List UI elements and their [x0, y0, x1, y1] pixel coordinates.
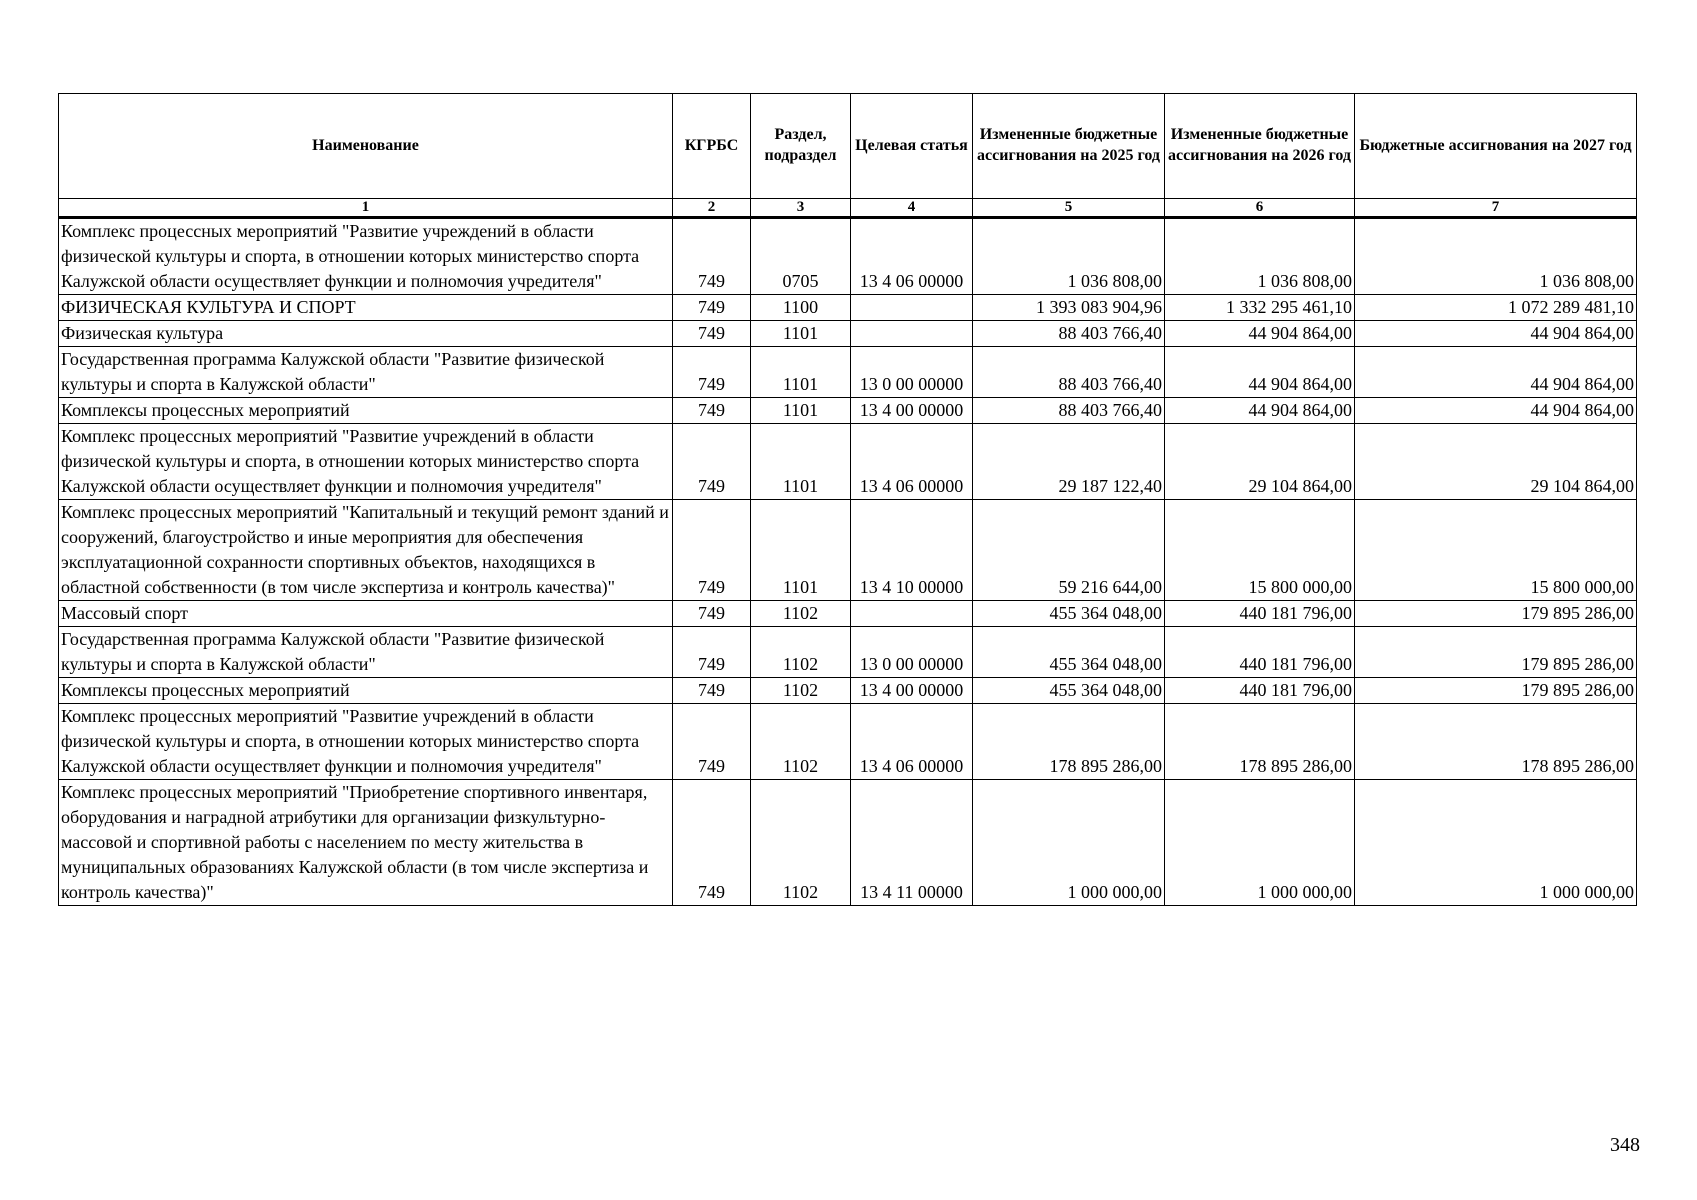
- row-amount-2026: 440 181 796,00: [1165, 627, 1355, 678]
- row-celevaya: 13 4 06 00000: [851, 218, 973, 295]
- row-kgrbs: 749: [673, 218, 751, 295]
- row-amount-2027: 44 904 864,00: [1355, 398, 1637, 424]
- row-name: Комплексы процессных мероприятий: [59, 398, 673, 424]
- header-kgrbs: КГРБС: [673, 94, 751, 199]
- row-celevaya: 13 0 00 00000: [851, 347, 973, 398]
- column-number: 2: [673, 199, 751, 218]
- row-amount-2027: 44 904 864,00: [1355, 321, 1637, 347]
- column-number: 6: [1165, 199, 1355, 218]
- row-amount-2025: 455 364 048,00: [973, 601, 1165, 627]
- row-name: Государственная программа Калужской области "Развитие физической культуры и спорта в Калужской области": [59, 627, 673, 678]
- row-amount-2026: 440 181 796,00: [1165, 601, 1355, 627]
- row-name: Комплекс процессных мероприятий "Капитальный и текущий ремонт зданий и сооружений, благоустройство и иные мероприятия для обеспечения эксплуатационной сохранности спортивных объектов, находящихся в областной собственности (в том числе экспертиза и контроль качества)": [59, 500, 673, 601]
- table-row: [59, 295, 1637, 321]
- row-amount-2027: 179 895 286,00: [1355, 678, 1637, 704]
- row-amount-2025: 1 393 083 904,96: [973, 295, 1165, 321]
- table-row: [59, 424, 1637, 500]
- row-name: Государственная программа Калужской области "Развитие физической культуры и спорта в Калужской области": [59, 347, 673, 398]
- row-razdel: 1102: [751, 601, 851, 627]
- header-2026: Измененные бюджетные ассигнования на 2026 год: [1165, 94, 1355, 199]
- row-kgrbs: 749: [673, 704, 751, 780]
- row-celevaya: 13 4 06 00000: [851, 704, 973, 780]
- table-row: [59, 500, 1637, 601]
- table-row: [59, 627, 1637, 678]
- table-row: [59, 704, 1637, 780]
- row-razdel: 1101: [751, 500, 851, 601]
- budget-table: [58, 93, 1637, 906]
- row-celevaya: 13 0 00 00000: [851, 627, 973, 678]
- row-kgrbs: 749: [673, 398, 751, 424]
- table-body: [59, 218, 1637, 906]
- row-razdel: 1101: [751, 424, 851, 500]
- row-amount-2026: 44 904 864,00: [1165, 398, 1355, 424]
- table-row: [59, 780, 1637, 906]
- page-number: 348: [1610, 1134, 1640, 1156]
- row-name: ФИЗИЧЕСКАЯ КУЛЬТУРА И СПОРТ: [59, 295, 673, 321]
- row-amount-2027: 1 036 808,00: [1355, 218, 1637, 295]
- row-celevaya: 13 4 00 00000: [851, 398, 973, 424]
- row-amount-2025: 88 403 766,40: [973, 347, 1165, 398]
- table-row: [59, 601, 1637, 627]
- column-number: 4: [851, 199, 973, 218]
- row-amount-2026: 15 800 000,00: [1165, 500, 1355, 601]
- row-amount-2025: 59 216 644,00: [973, 500, 1165, 601]
- row-celevaya: [851, 601, 973, 627]
- row-name: Комплекс процессных мероприятий "Развитие учреждений в области физической культуры и спорта, в отношении которых министерство спорта Калужской области осуществляет функции и полномочия учредителя": [59, 424, 673, 500]
- row-name: Комплекс процессных мероприятий "Развитие учреждений в области физической культуры и спорта, в отношении которых министерство спорта Калужской области осуществляет функции и полномочия учредителя": [59, 704, 673, 780]
- row-kgrbs: 749: [673, 295, 751, 321]
- row-name: Комплекс процессных мероприятий "Приобретение спортивного инвентаря, оборудования и наградной атрибутики для организации физкультурно-массовой и спортивной работы с населением по месту жительства в муниципальных образованиях Калужской области (в том числе экспертиза и контроль качества)": [59, 780, 673, 906]
- row-kgrbs: 749: [673, 347, 751, 398]
- table-row: [59, 218, 1637, 295]
- row-celevaya: 13 4 11 00000: [851, 780, 973, 906]
- row-amount-2025: 455 364 048,00: [973, 627, 1165, 678]
- row-kgrbs: 749: [673, 321, 751, 347]
- row-amount-2027: 1 072 289 481,10: [1355, 295, 1637, 321]
- header-2025: Измененные бюджетные ассигнования на 2025 год: [973, 94, 1165, 199]
- row-amount-2025: 455 364 048,00: [973, 678, 1165, 704]
- table-row: [59, 678, 1637, 704]
- row-amount-2027: 179 895 286,00: [1355, 627, 1637, 678]
- row-amount-2027: 15 800 000,00: [1355, 500, 1637, 601]
- row-razdel: 1101: [751, 321, 851, 347]
- row-amount-2027: 178 895 286,00: [1355, 704, 1637, 780]
- row-amount-2026: 1 332 295 461,10: [1165, 295, 1355, 321]
- column-number: 1: [59, 199, 673, 218]
- row-kgrbs: 749: [673, 424, 751, 500]
- row-name: Массовый спорт: [59, 601, 673, 627]
- row-amount-2026: 44 904 864,00: [1165, 321, 1355, 347]
- row-amount-2027: 179 895 286,00: [1355, 601, 1637, 627]
- row-kgrbs: 749: [673, 678, 751, 704]
- row-kgrbs: 749: [673, 601, 751, 627]
- row-razdel: 1102: [751, 678, 851, 704]
- header-name: Наименование: [59, 94, 673, 199]
- row-celevaya: [851, 295, 973, 321]
- row-name: Комплекс процессных мероприятий "Развитие учреждений в области физической культуры и спорта, в отношении которых министерство спорта Калужской области осуществляет функции и полномочия учредителя": [59, 218, 673, 295]
- row-amount-2025: 88 403 766,40: [973, 398, 1165, 424]
- column-number: 7: [1355, 199, 1637, 218]
- row-amount-2025: 178 895 286,00: [973, 704, 1165, 780]
- column-number: 5: [973, 199, 1165, 218]
- row-amount-2027: 44 904 864,00: [1355, 347, 1637, 398]
- row-amount-2026: 1 036 808,00: [1165, 218, 1355, 295]
- row-name: Комплексы процессных мероприятий: [59, 678, 673, 704]
- column-number: 3: [751, 199, 851, 218]
- row-amount-2026: 1 000 000,00: [1165, 780, 1355, 906]
- header-row: [59, 94, 1637, 199]
- row-kgrbs: 749: [673, 627, 751, 678]
- row-celevaya: [851, 321, 973, 347]
- row-razdel: 1100: [751, 295, 851, 321]
- row-razdel: 1102: [751, 780, 851, 906]
- row-amount-2025: 29 187 122,40: [973, 424, 1165, 500]
- row-celevaya: 13 4 06 00000: [851, 424, 973, 500]
- row-celevaya: 13 4 10 00000: [851, 500, 973, 601]
- column-number-row: [59, 199, 1637, 218]
- row-razdel: 1102: [751, 627, 851, 678]
- row-amount-2025: 88 403 766,40: [973, 321, 1165, 347]
- header-razdel: Раздел, подраздел: [751, 94, 851, 199]
- row-razdel: 1102: [751, 704, 851, 780]
- row-celevaya: 13 4 00 00000: [851, 678, 973, 704]
- row-kgrbs: 749: [673, 780, 751, 906]
- row-amount-2025: 1 036 808,00: [973, 218, 1165, 295]
- row-amount-2026: 29 104 864,00: [1165, 424, 1355, 500]
- table-row: [59, 398, 1637, 424]
- row-amount-2026: 44 904 864,00: [1165, 347, 1355, 398]
- row-name: Физическая культура: [59, 321, 673, 347]
- row-razdel: 0705: [751, 218, 851, 295]
- header-celevaya: Целевая статья: [851, 94, 973, 199]
- row-amount-2026: 178 895 286,00: [1165, 704, 1355, 780]
- table-row: [59, 321, 1637, 347]
- row-kgrbs: 749: [673, 500, 751, 601]
- row-razdel: 1101: [751, 398, 851, 424]
- header-2027: Бюджетные ассигнования на 2027 год: [1355, 94, 1637, 199]
- row-amount-2027: 29 104 864,00: [1355, 424, 1637, 500]
- row-amount-2025: 1 000 000,00: [973, 780, 1165, 906]
- table-row: [59, 347, 1637, 398]
- row-amount-2026: 440 181 796,00: [1165, 678, 1355, 704]
- row-razdel: 1101: [751, 347, 851, 398]
- row-amount-2027: 1 000 000,00: [1355, 780, 1637, 906]
